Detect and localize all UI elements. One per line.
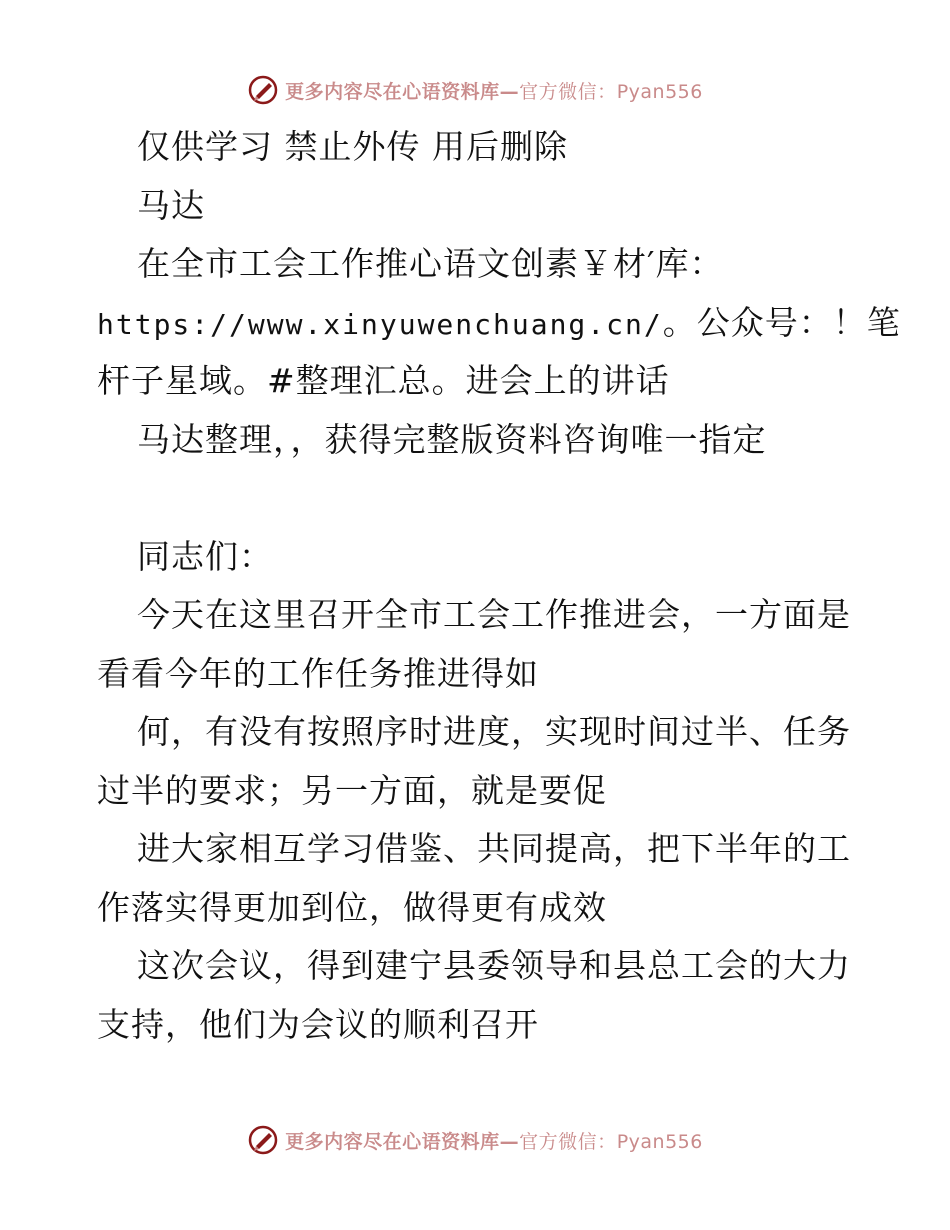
notice-line: 仅供学习 禁止外传 用后删除 xyxy=(137,127,568,166)
paragraph-line: 看看今年的工作任务推进得如 xyxy=(97,653,539,693)
header-watermark-banner xyxy=(0,70,950,110)
paragraph-line: 这次会议，得到建宁县委领导和县总工会的大力 xyxy=(137,946,851,985)
paragraph-line: 支持，他们为会议的顺利召开 xyxy=(97,1004,539,1044)
paragraph-line: 何，有没有按照序时进度，实现时间过半、任务 xyxy=(137,712,851,751)
url-text: https://www.xinyuwenchuang.cn/ xyxy=(97,307,663,341)
document-body xyxy=(97,118,901,1054)
url-line xyxy=(97,294,901,353)
paragraph-line: 过半的要求；另一方面，就是要促 xyxy=(97,770,607,810)
header-banner-text: 更多内容尽在心语资料库—官方微信：Pyan556 xyxy=(285,80,703,103)
blank-line xyxy=(97,469,857,528)
footer-banner-text: 更多内容尽在心语资料库—官方微信：Pyan556 xyxy=(285,1130,703,1153)
source-line: 在全市工会工作推心语文创素￥材′库： xyxy=(137,244,724,283)
footer-watermark-banner xyxy=(0,1120,950,1160)
author-line: 马达 xyxy=(137,185,205,225)
url-line-suffix: 。公众号：！笔 xyxy=(662,302,901,342)
paragraph-line: 作落实得更加到位，做得更有成效 xyxy=(97,887,607,927)
pen-logo-icon xyxy=(247,74,279,106)
pen-logo-icon xyxy=(247,1124,279,1156)
paragraph-line: 进大家相互学习借鉴、共同提高，把下半年的工 xyxy=(137,829,851,868)
title-line: 杆子星域。#整理汇总。进会上的讲话 xyxy=(97,361,670,400)
salutation: 同志们： xyxy=(137,536,273,576)
compiler-line: 马达整理，，获得完整版资料咨询唯一指定 xyxy=(137,419,767,459)
paragraph-line: 今天在这里召开全市工会工作推进会，一方面是 xyxy=(137,595,851,634)
